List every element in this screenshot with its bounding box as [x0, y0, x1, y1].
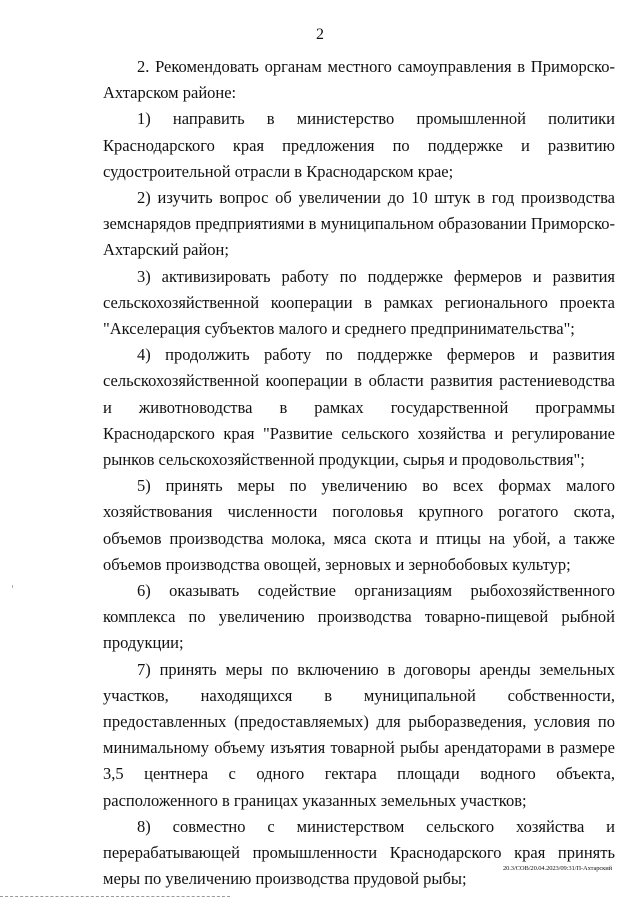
paragraph-item-5: 5) принять меры по увеличению во всех формах малого хозяйствования численности поголовья крупного рогатого скота, объемов производства молока, мяса скота и птицы на убой, а также объемов производства овощей, зерновых и зернобобовых культур;: [103, 476, 615, 574]
paragraph-item-7: 7) принять меры по включению в договоры аренды земельных участков, находящихся в муниципальной собственности, предоставленных (предоставляемых) для рыборазведения, условия по минимальному объему изъятия товарной рыбы арендаторами в размере 3,5 центнера с одного гектара площади водного объекта, расположенного в границах указанных земельных участков;: [103, 659, 615, 810]
paragraph-item-8: 8) совместно с министерством сельского хозяйства и перерабатывающей промышленности Краснодарского края принять меры по увеличению производства прудовой рыбы;: [103, 816, 615, 889]
document-body: [103, 54, 615, 893]
paragraph-item-4: 4) продолжить работу по поддержке фермеров и развития сельскохозяйственной кооперации в области развития растениеводства и животноводства в рамках государственной программы Краснодарского края "Развитие сельского хозяйства и регулирование рынков сельскохозяйственной продукции, сырья и продовольствия";: [103, 345, 615, 470]
scan-edge-line: [0, 896, 230, 897]
paragraph-item-6: 6) оказывать содействие организациям рыбохозяйственного комплекса по увеличению производства товарно-пищевой рыбной продукции;: [103, 581, 615, 653]
paragraph-item-2: 2) изучить вопрос об увеличении до 10 штук в год производства земснарядов предприятиями в муниципальном образовании Приморско-Ахтарский район;: [103, 188, 615, 260]
paragraph-item-3: 3) активизировать работу по поддержке фермеров и развития сельскохозяйственной кооперации в рамках регионального проекта "Акселерация субъектов малого и среднего предпринимательства";: [103, 266, 615, 339]
footer-document-code: 20.3/СОВ/20.04.2023/09:31/П-Ахтарский: [502, 865, 612, 872]
paragraph-recommendation: 2. Рекомендовать органам местного самоуправления в Приморско-Ахтарском районе:: [103, 57, 615, 103]
paragraph-item-1: 1) направить в министерство промышленной политики Краснодарского края предложения по поддержке и развитию судостроительной отрасли в Краснодарском крае;: [103, 109, 615, 181]
scan-artifact: [12, 585, 13, 588]
page-number: 2: [316, 26, 324, 43]
